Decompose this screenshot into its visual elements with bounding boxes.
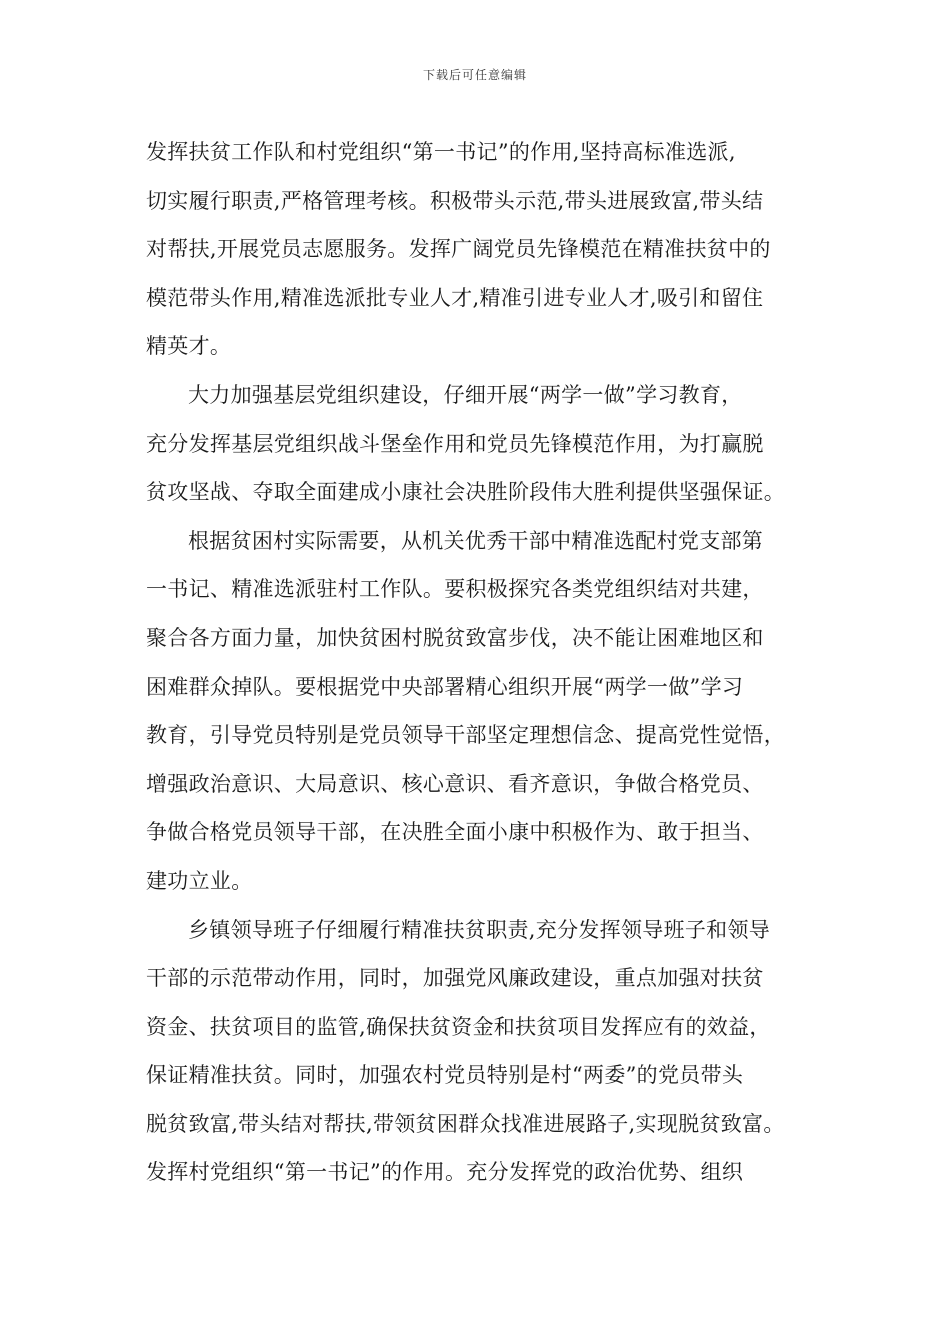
paragraph-1-line: 发挥扶贫工作队和村党组织“第一书记”的作用,坚持高标准选派, [146,140,736,164]
paragraph-2-line: 充分发挥基层党组织战斗堡垒作用和党员先锋模范作用，为打赢脱 [146,431,764,456]
paragraph-4-line: 乡镇领导班子仔细履行精准扶贫职责,充分发挥领导班子和领导 [188,917,771,942]
paragraph-1-line: 精英才。 [146,334,232,359]
paragraph-1-line: 切实履行职责,严格管理考核。积极带头示范,带头进展致富,带头结 [146,188,764,213]
paragraph-2-line: 大力加强基层党组织建设，仔细开展“两学一做”学习教育， [188,382,743,407]
paragraph-3-line: 争做合格党员领导干部，在决胜全面小康中积极作为、敢于担当、 [146,820,764,845]
paragraph-3-line: 根据贫困村实际需要，从机关优秀干部中精准选配村党支部第 [188,528,764,553]
paragraph-4-line: 保证精准扶贫。同时，加强农村党员特别是村“两委”的党员带头 [146,1063,744,1088]
paragraph-2-line: 贫攻坚战、夺取全面建成小康社会决胜阶段伟大胜利提供坚强保证。 [146,480,785,505]
paragraph-3-line: 聚合各方面力量，加快贫困村脱贫致富步伐，决不能让困难地区和 [146,625,764,650]
paragraph-3-line: 教育，引导党员特别是党员领导干部坚定理想信念、提高党性觉悟， [146,723,785,748]
paragraph-1-line: 对帮扶,开展党员志愿服务。发挥广阔党员先锋模范在精准扶贫中的 [146,237,771,262]
paragraph-3-line: 增强政治意识、大局意识、核心意识、看齐意识，争做合格党员、 [146,771,764,796]
paragraph-4-line: 资金、扶贫项目的监管,确保扶贫资金和扶贫项目发挥应有的效益， [146,1014,771,1039]
paragraph-3-line: 建功立业。 [146,868,253,893]
paragraph-4-line: 发挥村党组织“第一书记”的作用。充分发挥党的政治优势、组织 [146,1160,744,1185]
page-header: 下载后可任意编辑 [422,68,527,82]
paragraph-3-line: 一书记、精准选派驻村工作队。要积极探究各类党组织结对共建， [146,577,764,602]
document-body [146,128,826,1197]
paragraph-4-line: 干部的示范带动作用，同时，加强党风廉政建设，重点加强对扶贫 [146,966,764,991]
paragraph-3-line: 困难群众掉队。要根据党中央部署精心组织开展“两学一做”学习 [146,674,744,699]
paragraph-1-line: 模范带头作用,精准选派批专业人才,精准引进专业人才,吸引和留住 [146,285,764,310]
paragraph-4-line: 脱贫致富,带头结对帮扶,带领贫困群众找准进展路子,实现脱贫致富。 [146,1111,785,1136]
